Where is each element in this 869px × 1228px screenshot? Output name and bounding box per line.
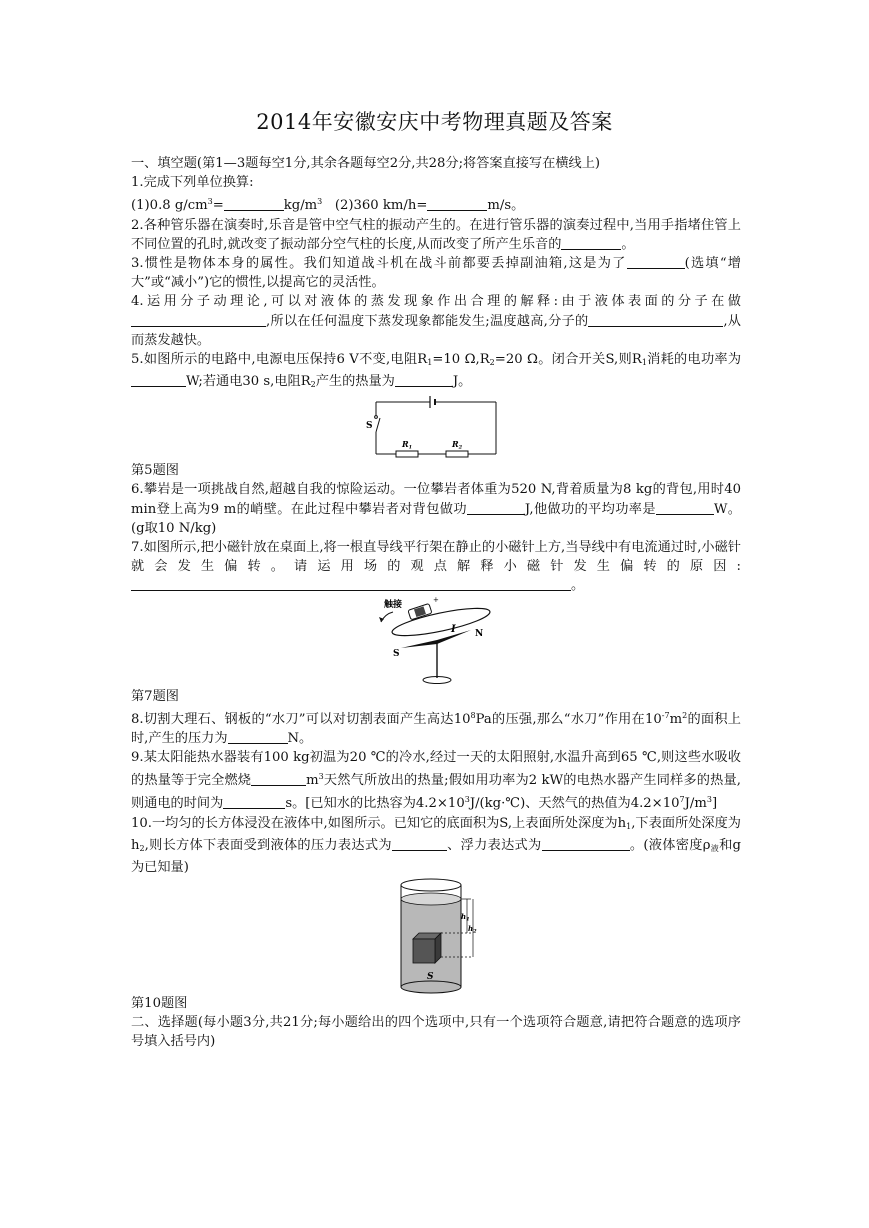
magnetic-needle-diagram — [371, 596, 501, 688]
sub: 液 — [710, 843, 720, 853]
question-6 — [131, 480, 741, 538]
question-9 — [131, 748, 741, 814]
text: s。[已知水的比热容为4.2×10 — [285, 796, 465, 812]
answer-blank[interactable] — [131, 372, 186, 387]
battery-plus: + — [433, 595, 439, 604]
text: 。 — [571, 578, 585, 594]
current-label: I — [451, 623, 456, 635]
battery — [408, 603, 432, 619]
text: 4.运用分子动理论,可以对液体的蒸发现象作出合理的解释:由于液体表面的分子在做 — [131, 294, 741, 310]
answer-blank[interactable] — [223, 794, 285, 809]
touch-arrow — [381, 612, 393, 622]
sub: 1 — [626, 821, 632, 831]
text: J/(kg·℃)、天然气的热值为4.2×10 — [469, 796, 680, 812]
answer-blank[interactable] — [427, 196, 487, 211]
text: 7.如图所示,把小磁针放在桌面上,将一根直导线平行架在静止的小磁针上方,当导线中有电流通过时,小磁针就会发生偏转。请运用场的观点解释小磁针发生偏转的原因: — [131, 540, 741, 575]
sub: 1 — [641, 358, 647, 368]
text: m/s。 — [487, 198, 525, 214]
text: 天然气所放出的热量;假如用功率为2 kW的电热水器产生同样多的热量,则通电的时间为 — [131, 773, 741, 812]
north-label: N — [475, 628, 484, 639]
question-2 — [131, 216, 741, 254]
text: J。 — [452, 374, 472, 390]
text: kg/m — [283, 198, 318, 214]
text: ,所以在任何温度下蒸发现象都能发生;温度越高,分子的 — [266, 313, 589, 329]
r1-sub: 1 — [408, 444, 413, 451]
text: 消耗的电功率为 — [646, 352, 742, 368]
answer-blank[interactable] — [467, 500, 525, 515]
text: 6.攀岩是一项挑战自然,超越自我的惊险运动。一位攀岩者体重为520 N,背着质量为8 kg的背包,用时40 min登上高为9 m的峭壁。在此过程中攀岩者对背包做功 — [131, 482, 741, 517]
h1-sub: 1 — [466, 916, 470, 923]
text: 的面积上时,产生的压力为 — [131, 711, 741, 746]
liquid-surface — [401, 893, 461, 905]
h1-label — [461, 912, 470, 923]
r1-letter: R — [402, 439, 409, 450]
text: ,则长方体下表面受到液体的压力表达式为 — [144, 837, 392, 853]
sub: 2 — [489, 358, 495, 368]
text: 。 — [621, 236, 635, 252]
question-5 — [131, 350, 741, 394]
resistor-r2 — [446, 451, 468, 457]
text: =10 Ω,R — [432, 352, 490, 368]
text: 产生的热量为 — [315, 374, 395, 390]
text: N。 — [287, 730, 313, 746]
answer-blank[interactable] — [656, 500, 714, 515]
sup: 8 — [470, 710, 476, 720]
switch-contact — [375, 416, 378, 419]
sup: 3 — [318, 772, 324, 782]
answer-blank[interactable] — [561, 235, 621, 250]
h2-label — [468, 924, 477, 935]
text: 5.如图所示的电路中,电源电压保持6 V不变,电阻R — [131, 352, 428, 368]
sup: -7 — [661, 710, 670, 720]
text: ,下表面所处深度为h — [131, 815, 741, 853]
sub: 2 — [310, 380, 316, 390]
sub: 1 — [427, 358, 433, 368]
text: =20 Ω。闭合开关S,则R — [494, 352, 642, 368]
figure-10-caption: 第10题图 — [131, 996, 188, 1012]
block-front — [413, 939, 435, 963]
figure-7-caption: 第7题图 — [131, 688, 179, 704]
south-label: S — [393, 648, 400, 659]
container-rim — [401, 879, 461, 891]
section-heading-multiple-choice: 二、选择题(每小题3分,共21分;每小题给出的四个选项中,只有一个选项符合题意,请把符合题意的选项序号填入括号内) — [131, 1015, 741, 1050]
touch-label: 触接 — [384, 599, 403, 610]
h1-letter: h — [461, 912, 467, 922]
area-label: S — [427, 972, 434, 983]
question-7 — [131, 538, 741, 596]
container-bottom — [401, 981, 461, 993]
text: ] — [711, 796, 718, 812]
r2-sub: 2 — [458, 444, 463, 451]
text: W。(g取10 N/kg) — [131, 501, 741, 536]
page-title: 2014年安徽安庆中考物理真题及答案 — [256, 110, 613, 134]
question-8 — [131, 706, 741, 748]
immersed-block-diagram — [391, 877, 481, 995]
text: m — [669, 711, 683, 727]
text: (选填“增大”或“减小”)它的惯性,以提高它的灵活性。 — [131, 256, 741, 291]
text: 、浮力表达式为 — [446, 837, 542, 853]
text: 9.某太阳能热水器装有100 kg初温为20 ℃的冷水,经过一天的太阳照射,水温升高到65 ℃,则这些水吸收的热量等于完全燃烧 — [131, 750, 741, 789]
text: 3.惯性是物体本身的属性。我们知道战斗机在战斗前都要丢掉副油箱,这是为了 — [131, 256, 627, 272]
r2-label — [451, 439, 463, 451]
sup: 3 — [706, 795, 712, 805]
r1-label — [401, 439, 412, 451]
answer-blank[interactable] — [392, 836, 447, 851]
h2-sub: 2 — [473, 928, 477, 935]
answer-blank[interactable] — [131, 576, 571, 591]
question-1-parts — [131, 192, 741, 215]
sup: 2 — [682, 710, 688, 720]
r2-letter: R — [452, 439, 459, 450]
question-3 — [131, 254, 741, 292]
text: 。(液体密度ρ — [629, 837, 711, 853]
q1-part-b: (2)360 km/h= — [334, 198, 428, 214]
answer-blank[interactable] — [542, 836, 630, 851]
text: 10.一均匀的长方体浸没在液体中,如图所示。已知它的底面积为S,上表面所处深度为h — [131, 815, 627, 831]
text: = — [212, 198, 224, 214]
question-4 — [131, 292, 741, 350]
sup: 3 — [317, 197, 323, 207]
figure-5-caption: 第5题图 — [131, 463, 179, 479]
text: W;若通电30 s,电阻R — [186, 374, 311, 390]
sup: 3 — [464, 795, 470, 805]
section-heading-fill-in: 一、填空题(第1—3题每空1分,其余各题每空2分,共28分;将答案直接写在横线上) — [131, 156, 601, 171]
h2-letter: h — [468, 924, 474, 934]
circuit-diagram — [366, 394, 506, 462]
text: 和g为已知量) — [131, 837, 741, 876]
sub: 2 — [139, 843, 145, 853]
answer-blank[interactable] — [395, 372, 453, 387]
exam-content — [131, 154, 741, 1052]
sup: 3 — [207, 197, 213, 207]
answer-blank[interactable] — [224, 196, 284, 211]
switch-label: S — [366, 421, 373, 432]
question-1-stem: 1.完成下列单位换算: — [131, 175, 254, 191]
answer-blank[interactable] — [131, 312, 266, 327]
answer-blank[interactable] — [251, 771, 306, 786]
sup: 7 — [679, 795, 685, 805]
text: m — [306, 773, 319, 789]
answer-blank[interactable] — [228, 729, 288, 744]
text: Pa的压强,那么“水刀”作用在10 — [475, 711, 662, 727]
question-10 — [131, 814, 741, 878]
text: J,他做功的平均功率是 — [524, 501, 656, 517]
text: J/m — [684, 796, 707, 812]
answer-blank[interactable] — [588, 312, 723, 327]
resistor-r1 — [396, 451, 418, 457]
answer-blank[interactable] — [627, 254, 685, 269]
text: ,从而蒸发越快。 — [131, 313, 741, 348]
text: 2.各种管乐器在演奏时,乐音是管中空气柱的振动产生的。在进行管乐器的演奏过程中,当用手指堵住管上不同位置的孔时,就改变了振动部分空气柱的长度,从而改变了所产生乐音的 — [131, 217, 741, 252]
q1-part-a: (1)0.8 g/cm — [131, 198, 208, 214]
text: 8.切割大理石、钢板的“水刀”可以对切割表面产生高达10 — [131, 711, 471, 727]
switch-blade — [376, 418, 380, 432]
